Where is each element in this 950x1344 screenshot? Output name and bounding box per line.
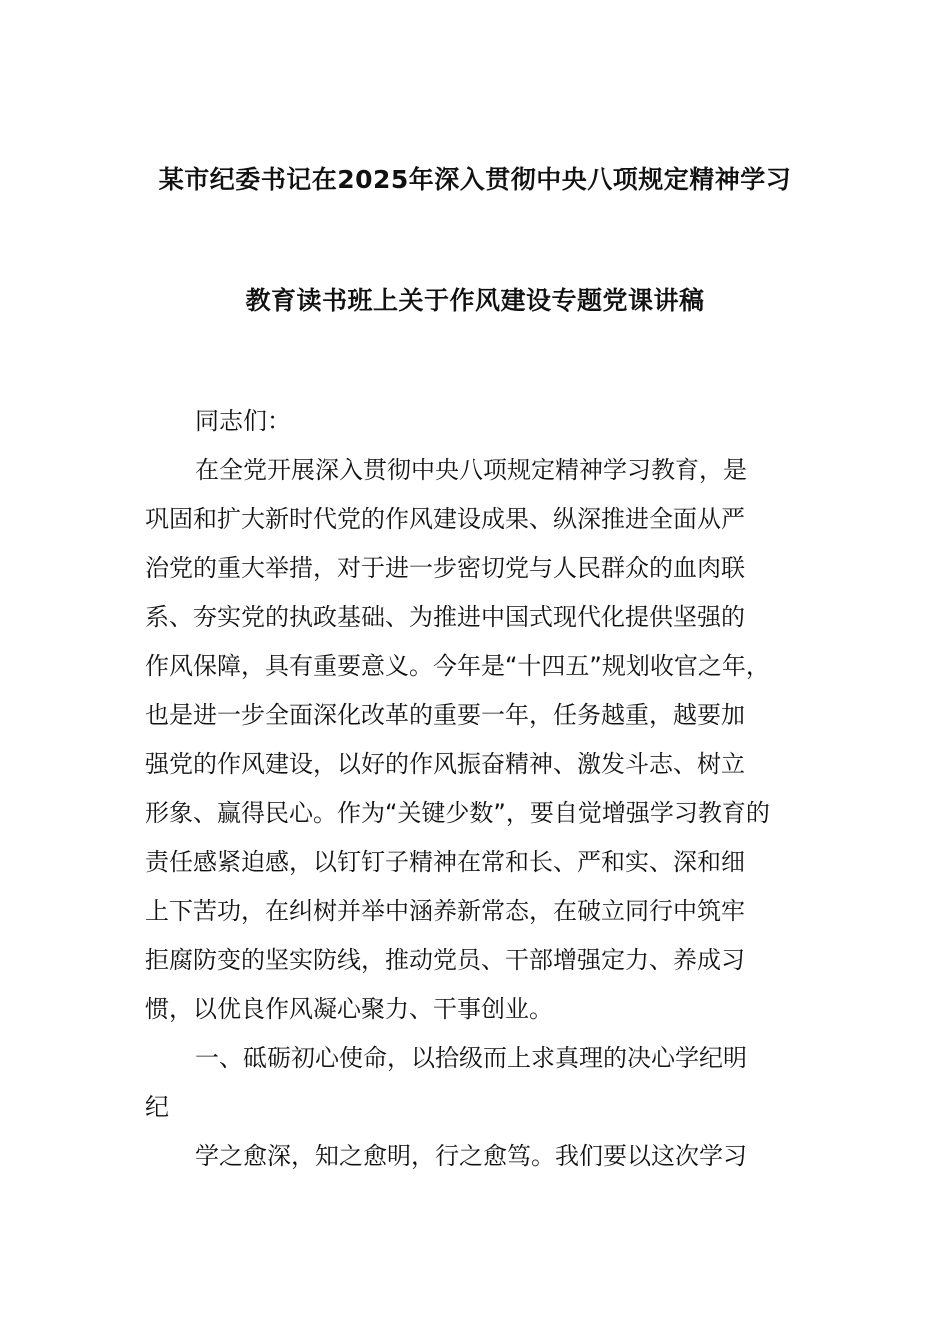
paragraph-line: 形象、赢得民心。作为“关键少数”，要自觉增强学习教育的: [145, 799, 770, 827]
paragraph-line: 作风保障，具有重要意义。今年是“十四五”规划收官之年，: [145, 652, 770, 680]
paragraph-line: 也是进一步全面深化改革的重要一年，任务越重，越要加: [145, 701, 745, 729]
paragraph-line: 在全党开展深入贯彻中央八项规定精神学习教育，是: [195, 456, 747, 484]
paragraph-line: 拒腐防变的坚实防线，推动党员、干部增强定力、养成习: [145, 946, 745, 974]
paragraph-2: [145, 1132, 810, 1181]
paragraph-line: 惯，以优良作风凝心聚力、干事创业。: [145, 995, 553, 1023]
heading-line: 一、砥砺初心使命，以拾级而上求真理的决心学纪明: [195, 1044, 747, 1072]
document-body: [145, 397, 810, 1181]
paragraph-line: 上下苦功，在纠树并举中涵养新常态，在破立同行中筑牢: [145, 897, 745, 925]
document-title-line-1: 某市纪委书记在2025年深入贯彻中央八项规定精神学习: [158, 165, 792, 194]
section-heading-1: [145, 1034, 810, 1132]
paragraph-line: 强党的作风建设，以好的作风振奋精神、激发斗志、树立: [145, 750, 745, 778]
paragraph-line: 治党的重大举措，对于进一步密切党与人民群众的血肉联: [145, 554, 745, 582]
paragraph-line: 巩固和扩大新时代党的作风建设成果、纵深推进全面从严: [145, 505, 745, 533]
paragraph-line: 责任感紧迫感，以钉钉子精神在常和长、严和实、深和细: [145, 848, 745, 876]
paragraph-line: 系、夯实党的执政基础、为推进中国式现代化提供坚强的: [145, 603, 745, 631]
paragraph-line: 学之愈深，知之愈明，行之愈笃。我们要以这次学习: [195, 1142, 747, 1170]
salutation: 同志们：: [195, 407, 291, 435]
document-title-line-2: 教育读书班上关于作风建设专题党课讲稿: [245, 286, 705, 315]
heading-line: 纪: [145, 1093, 169, 1121]
paragraph-1: [145, 446, 810, 1034]
